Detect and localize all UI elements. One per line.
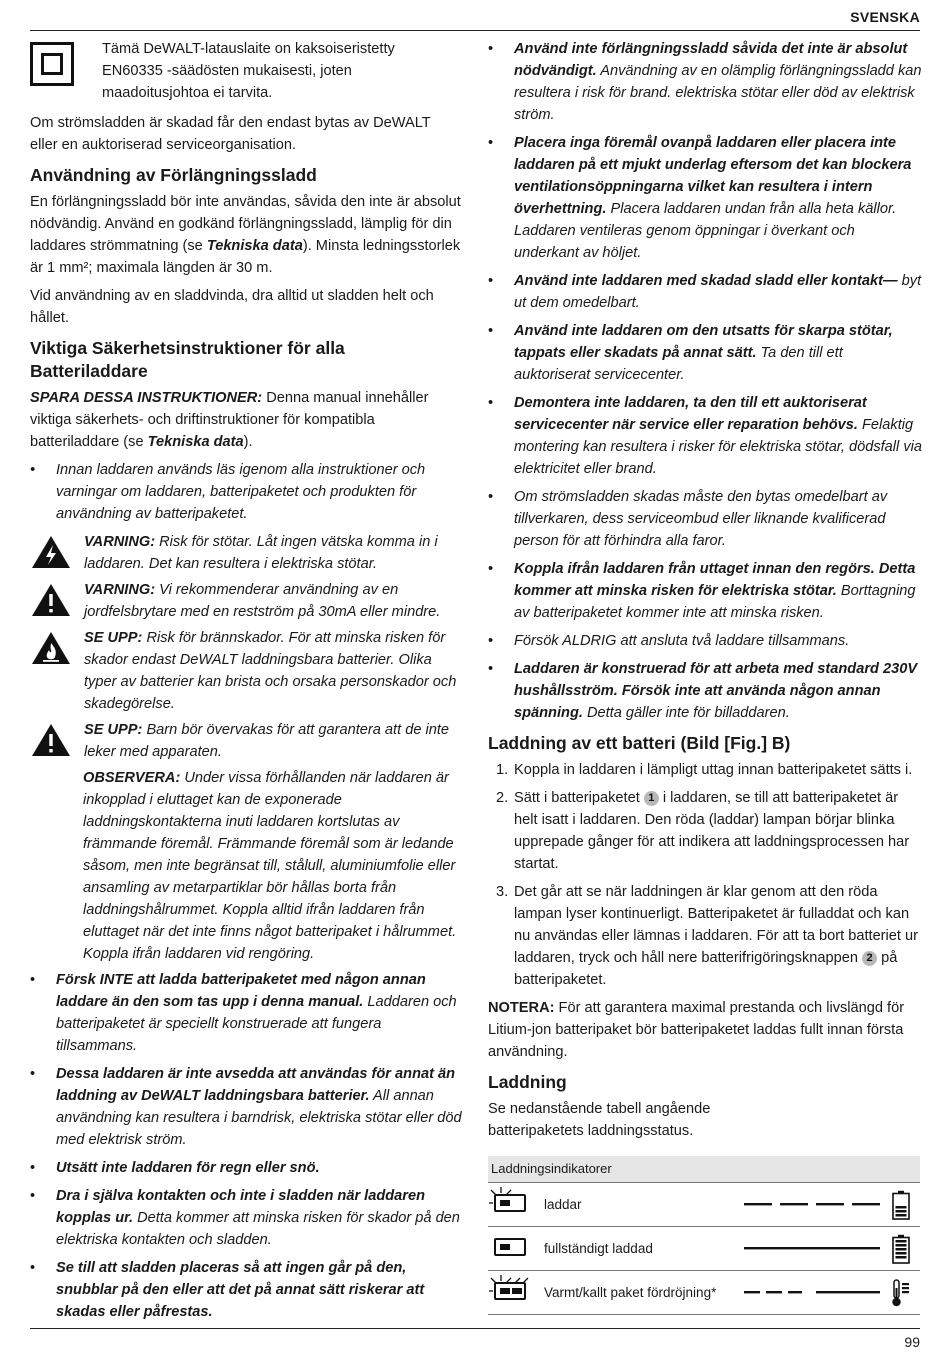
pre-use-list [30, 459, 462, 525]
list-item: • Koppla ifrån laddaren från uttaget innan den regörs. Detta kommer att minska risken för elektriska stötar. Borttagning av batteripaketet kommer inte att minska risken. [488, 558, 922, 624]
warning-burn: SE UPP: Risk för brännskador. För att minska risken för skador endast DeWALT laddningsbara batterier. Olika typer av batterier kan brista och orsaka personskador och skadegörelse. [30, 627, 462, 715]
list-item: • Se till att sladden placeras så att ingen går på den, snubblar på den eller att det på annat sätt riskerar att skadas eller påfrestas. [30, 1257, 462, 1323]
exclamation-warning-icon [31, 723, 71, 757]
step-item: 2. Sätt i batteripaketet 1 i laddaren, se till att batteripaketet är helt isatt i laddaren. Den röda (laddar) lampan börjar blinka upprepade gånger för att indikera att laddningsprocessen har startat. [496, 790, 910, 872]
cord-replacement-text: Om strömsladden är skadad får den endast bytas av DeWALT eller en auktoriserad serviceorganisation. [30, 115, 431, 153]
battery-charging-icon [892, 1190, 910, 1220]
list-item: • Försök ALDRIG att ansluta två laddare tillsammans. [488, 630, 922, 652]
charging-procedure-heading: Laddning av ett batteri (Bild [Fig.] B) [488, 733, 791, 753]
save-instructions-paragraph: SPARA DESSA INSTRUKTIONER: Denna manual innehåller viktiga säkerhets- och driftinstruktioner för kompatibla batteriladdare (se Tekniska data). [30, 390, 429, 450]
list-item: • Om strömsladden skadas måste den bytas omedelbart av tillverkaren, dess serviceombud eller liknande kvalificerad person för att förhindra alla faror. [488, 486, 922, 552]
intro-line: Tämä DeWALT-latauslaite on kaksoiseristetty [102, 41, 395, 57]
cord-reel-paragraph: Vid användning av en sladdvinda, dra alltid ut sladden helt och hållet. [30, 288, 434, 326]
table-row [488, 1271, 920, 1315]
battery-full-icon [892, 1234, 910, 1264]
left-column [30, 38, 462, 1329]
double-insulation-notice [30, 38, 462, 108]
list-item: • Laddaren är konstruerad för att arbeta med standard 230V hushållsström. Försök inte att använda någon annan spänning. Detta gäller inte för billaddaren. [488, 658, 922, 724]
warning-children: SE UPP: Barn bör övervakas för att garantera att de inte leker med apparaten. [30, 719, 462, 763]
list-item: • Placera inga föremål ovanpå laddaren eller placera inte laddaren på ett mjukt underlag eftersom det kan blockera ventilationsöppningarna vilket kan resultera i intern överhettning. Placera laddaren undan från alla heta källor. Laddaren ventileras genom öppningar i överkant och underkant av höljet. [488, 132, 922, 264]
list-item: • Dra i själva kontakten och inte i sladden när laddaren kopplas ur. Detta kommer att minska risken för skador på den elektriska kontakten och sladden. [30, 1185, 462, 1251]
delay-pattern-icon [744, 1291, 880, 1295]
step-item: 3. Det går att se när laddningen är klar genom att den röda lampan lyser kontinuerligt. Batteripaketet är fulladdat och kan nu användas eller lämnas i laddaren. För att ta bort batteriet ur laddaren, tryck och håll nere batterifrigöringsknappen 2 på batteripaketet. [496, 884, 918, 988]
table-row [488, 1183, 920, 1227]
extension-cord-heading: Användning av Förlängningssladd [30, 165, 317, 185]
charger-safety-list-continued [488, 38, 922, 724]
electric-shock-warning-icon [31, 535, 71, 569]
warning-shock: VARNING: Risk för stötar. Låt ingen vätska komma in i laddaren. Det kan resultera i elektriska stötar. [30, 531, 462, 575]
callout-number: 2 [862, 951, 877, 966]
note-paragraph: NOTERA: För att garantera maximal prestanda och livslängd för Litium-jon batteripaket bör batteripaketet laddas fullt innan första användning. [488, 1000, 905, 1060]
thermometer-battery-icon [892, 1278, 910, 1308]
callout-number: 1 [644, 791, 659, 806]
charging-status-heading: Laddning [488, 1072, 567, 1092]
charger-safety-list [30, 969, 462, 1323]
charging-status-text: Se nedanstående tabell angående batteripaketets laddningsstatus. [488, 1101, 711, 1139]
charge-indicator-table [488, 1156, 920, 1315]
double-insulation-text [102, 38, 395, 108]
list-item: • Försk INTE att ladda batteripaketet med någon annan laddare än den som tas upp i denna manual. Laddaren och batteripaketet är speciellt konstruerade att fungera tillsammans. [30, 969, 462, 1057]
right-column [488, 38, 922, 1315]
charging-steps [488, 759, 922, 991]
indicator-label: fullständigt laddad [544, 1241, 653, 1256]
page-header [30, 8, 920, 31]
list-item: • Använd inte laddaren om den utsatts för skarpa stötar, tappats eller skadats på annat sätt. Ta den till ett auktoriserat servicecenter. [488, 320, 922, 386]
intro-line: maadoitusjohtoa ei tarvita. [102, 85, 273, 101]
charger-led-delay-icon [494, 1282, 526, 1300]
footer-rule [30, 1328, 920, 1329]
list-item: • Utsätt inte laddaren för regn eller snö. [30, 1157, 462, 1179]
extension-cord-paragraph: En förlängningssladd bör inte användas, såvida den inte är absolut nödvändig. Använd en godkänd förlängningssladd, lämplig för din laddares strömmatning (se Tekniska data). Minsta ledningsstorlek är 1 mm²; maximala längden är 30 m. [30, 194, 461, 276]
indicator-label: laddar [544, 1197, 582, 1212]
page-number: 99 [904, 1334, 920, 1350]
list-item: • Dessa laddaren är inte avsedda att användas för annat än laddning av DeWALT laddningsbara batterier. All annan användning kan resultera i barndrisk, elektriska stötar eller död med elektrisk ström. [30, 1063, 462, 1151]
table-row [488, 1227, 920, 1271]
list-item: • Använd inte laddaren med skadad sladd eller kontakt— byt ut dem omedelbart. [488, 270, 922, 314]
indicator-label: Varmt/kallt paket fördröjning* [544, 1285, 717, 1300]
table-header: Laddningsindikatorer [488, 1156, 920, 1183]
list-item: • Demontera inte laddaren, ta den till ett auktoriserat servicecenter när service eller reparation behövs. Felaktig montering kan resultera i risker för elektriska stötar, dödsfall via elektricitet eller brand. [488, 392, 922, 480]
solid-pattern-icon [744, 1247, 880, 1251]
list-item: • Innan laddaren används läs igenom alla instruktioner och varningar om laddaren, batteripaketet och produkten för användning av batteripaketet. [30, 459, 462, 525]
blink-pattern-icon [744, 1203, 880, 1207]
list-item: • Använd inte förlängningssladd såvida det inte är absolut nödvändigt. Användning av en olämplig förlängningssladd kan resultera i risk för brand. elektriska stötar eller död av elektrisk ström. [488, 38, 922, 126]
double-insulation-icon [30, 42, 74, 86]
section-language-label: SVENSKA [850, 9, 920, 25]
exclamation-warning-icon [31, 583, 71, 617]
intro-line: EN60335 -säädösten mukaisesti, joten [102, 63, 352, 79]
notice-paragraph: OBSERVERA: Under vissa förhållanden när laddaren är inkopplad i eluttaget kan de exponerade laddningskontakterna inuti laddaren kortslutas av främmande föremål. Främmande föremål som är ledande såsom, men inte begränsat till, stålull, aluminiumfolie eller ansamling av metarpartiklar bör hållas borta från laddningshålrummet. Koppla alltid ifrån laddaren från eluttaget när det inte finns något batteripaket i hålrummet. Koppla ifrån laddaren vid rengöring. [83, 770, 457, 962]
fire-warning-icon [31, 631, 71, 665]
warning-rcd: VARNING: Vi rekommenderar användning av en jordfelsbrytare med en restström på 30mA eller mindre. [30, 579, 462, 623]
charger-led-solid-icon [494, 1238, 526, 1256]
safety-instructions-heading: Viktiga Säkerhetsinstruktioner för alla Batteriladdare [30, 338, 345, 381]
charger-led-blinking-icon [494, 1194, 526, 1212]
step-item: 1. Koppla in laddaren i lämpligt uttag innan batteripaketet sätts i. [496, 762, 913, 778]
